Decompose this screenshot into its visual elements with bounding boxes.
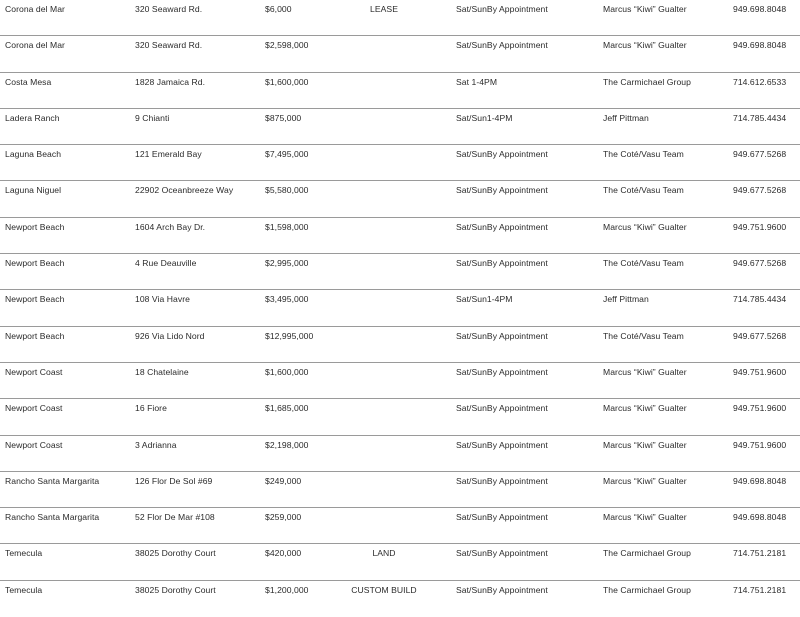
- price-cell: $1,598,000: [265, 221, 309, 232]
- agent-cell: Marcus “Kiwi” Gualter: [603, 221, 687, 232]
- city-cell: Corona del Mar: [5, 40, 65, 51]
- city-cell: Rancho Santa Margarita: [5, 512, 100, 523]
- city-cell: Newport Coast: [5, 366, 63, 377]
- phone-cell: 949.751.9600: [733, 403, 787, 414]
- table-row: [0, 181, 800, 217]
- open-house-cell: Sat/SunBy Appointment: [456, 584, 548, 595]
- table-row: [0, 254, 800, 290]
- agent-cell: Marcus “Kiwi” Gualter: [603, 4, 687, 14]
- agent-cell: The Carmichael Group: [603, 76, 691, 87]
- phone-cell: 949.751.9600: [733, 439, 787, 450]
- table-row: [0, 544, 800, 580]
- phone-cell: 714.612.6533: [733, 76, 787, 87]
- agent-cell: Jeff Pittman: [603, 112, 649, 123]
- price-cell: $7,495,000: [265, 149, 309, 160]
- open-house-cell: Sat/SunBy Appointment: [456, 258, 548, 269]
- city-cell: Ladera Ranch: [5, 112, 60, 123]
- address-cell: 16 Fiore: [135, 403, 167, 414]
- phone-cell: 949.677.5268: [733, 149, 787, 160]
- table-row: [0, 472, 800, 508]
- price-cell: $249,000: [265, 475, 302, 486]
- address-cell: 9 Chianti: [135, 112, 170, 123]
- address-cell: 126 Flor De Sol #69: [135, 475, 213, 486]
- price-cell: $420,000: [265, 548, 302, 559]
- table-row: [0, 73, 800, 109]
- price-cell: $2,995,000: [265, 258, 309, 269]
- city-cell: Newport Beach: [5, 294, 65, 305]
- address-cell: 4 Rue Deauville: [135, 258, 197, 269]
- open-house-cell: Sat/SunBy Appointment: [456, 149, 548, 160]
- agent-cell: The Carmichael Group: [603, 548, 691, 559]
- city-cell: Newport Beach: [5, 330, 65, 341]
- table-row: [0, 145, 800, 181]
- price-cell: $12,995,000: [265, 330, 314, 341]
- city-cell: Laguna Beach: [5, 149, 62, 160]
- city-cell: Newport Beach: [5, 258, 65, 269]
- table-row: [0, 363, 800, 399]
- address-cell: 1828 Jamaica Rd.: [135, 76, 206, 87]
- table-row: [0, 581, 800, 617]
- address-cell: 3 Adrianna: [135, 439, 177, 450]
- address-cell: 38025 Dorothy Court: [135, 548, 216, 559]
- agent-cell: Marcus “Kiwi” Gualter: [603, 40, 687, 51]
- open-house-cell: Sat/SunBy Appointment: [456, 548, 548, 559]
- address-cell: 18 Chatelaine: [135, 366, 189, 377]
- open-house-cell: Sat/SunBy Appointment: [456, 185, 548, 196]
- listing-type-cell: LAND: [372, 548, 396, 559]
- open-house-cell: Sat/SunBy Appointment: [456, 4, 548, 14]
- phone-cell: 949.751.9600: [733, 221, 787, 232]
- agent-cell: The Coté/Vasu Team: [603, 185, 684, 196]
- phone-cell: 949.751.9600: [733, 366, 787, 377]
- price-cell: $1,600,000: [265, 366, 309, 377]
- phone-cell: 714.785.4434: [733, 112, 787, 123]
- phone-cell: 949.698.8048: [733, 512, 787, 523]
- table-row: [0, 218, 800, 254]
- table-row: [0, 327, 800, 363]
- phone-cell: 949.677.5268: [733, 258, 787, 269]
- address-cell: 320 Seaward Rd.: [135, 4, 203, 14]
- agent-cell: The Carmichael Group: [603, 584, 691, 595]
- open-house-cell: Sat/SunBy Appointment: [456, 439, 548, 450]
- open-house-cell: Sat/SunBy Appointment: [456, 366, 548, 377]
- open-house-cell: Sat 1-4PM: [456, 76, 498, 87]
- agent-cell: Marcus “Kiwi” Gualter: [603, 475, 687, 486]
- table-row: [0, 436, 800, 472]
- phone-cell: 949.677.5268: [733, 330, 787, 341]
- open-house-cell: Sat/SunBy Appointment: [456, 330, 548, 341]
- phone-cell: 714.751.2181: [733, 548, 787, 559]
- open-house-cell: Sat/Sun1-4PM: [456, 112, 513, 123]
- phone-cell: 949.698.8048: [733, 475, 787, 486]
- agent-cell: Marcus “Kiwi” Gualter: [603, 366, 687, 377]
- price-cell: $2,598,000: [265, 40, 309, 51]
- city-cell: Costa Mesa: [5, 76, 52, 87]
- address-cell: 22902 Oceanbreeze Way: [135, 185, 234, 196]
- open-house-cell: Sat/SunBy Appointment: [456, 221, 548, 232]
- open-house-cell: Sat/Sun1-4PM: [456, 294, 513, 305]
- city-cell: Rancho Santa Margarita: [5, 475, 100, 486]
- address-cell: 926 Via Lido Nord: [135, 330, 205, 341]
- address-cell: 52 Flor De Mar #108: [135, 512, 215, 523]
- city-cell: Newport Coast: [5, 403, 63, 414]
- open-house-cell: Sat/SunBy Appointment: [456, 403, 548, 414]
- listing-type-cell: CUSTOM BUILD: [351, 584, 417, 595]
- open-house-cell: Sat/SunBy Appointment: [456, 475, 548, 486]
- price-cell: $259,000: [265, 512, 302, 523]
- address-cell: 38025 Dorothy Court: [135, 584, 216, 595]
- city-cell: Newport Coast: [5, 439, 63, 450]
- price-cell: $5,580,000: [265, 185, 309, 196]
- phone-cell: 949.677.5268: [733, 185, 787, 196]
- address-cell: 320 Seaward Rd.: [135, 40, 203, 51]
- price-cell: $875,000: [265, 112, 302, 123]
- city-cell: Newport Beach: [5, 221, 65, 232]
- price-cell: $1,200,000: [265, 584, 309, 595]
- address-cell: 121 Emerald Bay: [135, 149, 202, 160]
- table-row: [0, 399, 800, 435]
- city-cell: Temecula: [5, 548, 43, 559]
- agent-cell: Marcus “Kiwi” Gualter: [603, 439, 687, 450]
- price-cell: $6,000: [265, 4, 292, 14]
- price-cell: $1,600,000: [265, 76, 309, 87]
- agent-cell: The Coté/Vasu Team: [603, 149, 684, 160]
- table-row: [0, 508, 800, 544]
- agent-cell: Marcus “Kiwi” Gualter: [603, 512, 687, 523]
- phone-cell: 714.785.4434: [733, 294, 787, 305]
- listing-type-cell: LEASE: [370, 4, 398, 14]
- phone-cell: 949.698.8048: [733, 40, 787, 51]
- table-row: [0, 290, 800, 326]
- table-row: [0, 109, 800, 145]
- phone-cell: 949.698.8048: [733, 4, 787, 14]
- address-cell: 108 Via Havre: [135, 294, 190, 305]
- agent-cell: Jeff Pittman: [603, 294, 649, 305]
- open-house-cell: Sat/SunBy Appointment: [456, 512, 548, 523]
- phone-cell: 714.751.2181: [733, 584, 787, 595]
- price-cell: $2,198,000: [265, 439, 309, 450]
- city-cell: Temecula: [5, 584, 43, 595]
- city-cell: Corona del Mar: [5, 4, 65, 14]
- agent-cell: The Coté/Vasu Team: [603, 330, 684, 341]
- address-cell: 1604 Arch Bay Dr.: [135, 221, 206, 232]
- city-cell: Laguna Niguel: [5, 185, 62, 196]
- open-house-cell: Sat/SunBy Appointment: [456, 40, 548, 51]
- table-row: [0, 0, 800, 36]
- table-row: [0, 36, 800, 72]
- price-cell: $3,495,000: [265, 294, 309, 305]
- agent-cell: The Coté/Vasu Team: [603, 258, 684, 269]
- price-cell: $1,685,000: [265, 403, 309, 414]
- agent-cell: Marcus “Kiwi” Gualter: [603, 403, 687, 414]
